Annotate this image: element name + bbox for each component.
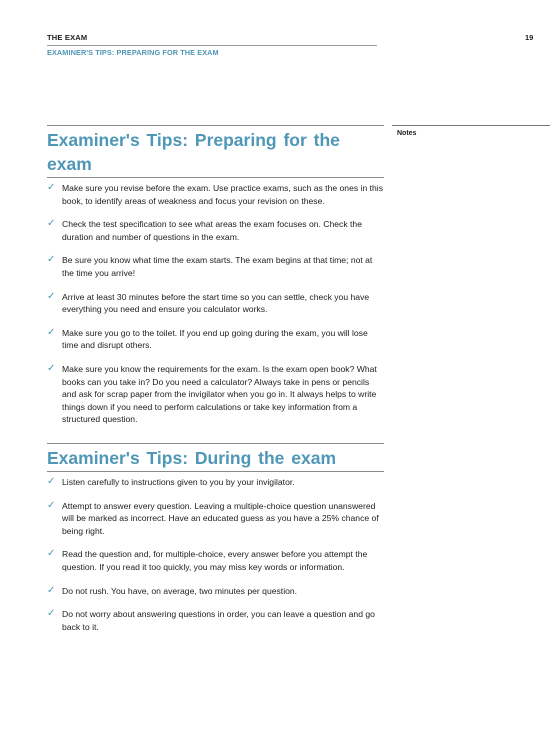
list-item — [47, 548, 384, 573]
tips-list — [47, 182, 384, 426]
tip-text: Listen carefully to instructions given to you by your invigilator. — [62, 477, 295, 487]
section-rule-top — [47, 443, 384, 444]
check-icon: ✓ — [47, 326, 56, 338]
section-rule-bottom — [47, 177, 384, 178]
check-icon: ✓ — [47, 182, 56, 193]
check-icon: ✓ — [47, 548, 56, 560]
list-item — [47, 476, 384, 489]
section-title: Examiner's Tips: Preparing for the exam — [47, 130, 340, 174]
list-item — [47, 291, 384, 316]
tip-text: Do not rush. You have, on average, two minutes per question. — [62, 585, 298, 596]
check-icon: ✓ — [47, 254, 56, 266]
running-subtitle: EXAMINER'S TIPS: PREPARING FOR THE EXAM — [47, 48, 219, 57]
list-item — [47, 608, 384, 633]
check-icon: ✓ — [47, 290, 56, 302]
tip-text: Make sure you go to the toilet. If you end up going during the exam, you will lose time and disrupt others. — [62, 327, 368, 351]
check-icon: ✓ — [47, 584, 56, 596]
list-item — [47, 363, 384, 426]
list-item — [47, 327, 384, 352]
list-item — [47, 500, 384, 538]
header-divider — [47, 45, 377, 46]
section-during — [47, 443, 384, 633]
tip-text: Make sure you revise before the exam. Use practice exams, such as the ones in this book, to identify areas of weakness and focus your revision on these. — [62, 183, 383, 206]
tip-text: Arrive at least 30 minutes before the start time so you can settle, check you have everything you need and ensure you calculator works. — [62, 291, 370, 315]
check-icon: ✓ — [47, 362, 56, 374]
running-header — [47, 33, 377, 57]
list-item — [47, 182, 384, 207]
check-icon: ✓ — [47, 499, 56, 511]
tips-list — [47, 476, 384, 633]
list-item — [47, 585, 384, 598]
tip-text: Read the question and, for multiple-choice, every answer before you attempt the question. If you read it too quickly, you may miss key words or information. — [62, 549, 368, 572]
section-title: Examiner's Tips: During the exam — [47, 448, 337, 468]
check-icon: ✓ — [47, 218, 56, 230]
list-item — [47, 218, 384, 243]
check-icon: ✓ — [47, 476, 56, 487]
page-number: 19 — [525, 33, 534, 42]
running-title: THE EXAM — [47, 33, 88, 42]
notes-divider — [392, 125, 550, 126]
tip-text: Attempt to answer every question. Leaving a multiple-choice question unanswered will be marked as incorrect. Have an educated guess as you have a 25% chance of being right. — [62, 500, 379, 536]
tip-text: Be sure you know what time the exam starts. The exam begins at that time; not at the time you arrive! — [62, 255, 373, 278]
tip-text: Make sure you know the requirements for the exam. Is the exam open book? What books can you take in? Do you need a calculator? Always take in pens or pencils and ask for scrap paper from the invigilator when you go in. It always helps to write things down if you need to perform calculations or take key information from a structured question. — [62, 363, 377, 425]
tip-text: Do not worry about answering questions in order, you can leave a question and go back to it. — [62, 609, 375, 632]
list-item — [47, 254, 384, 279]
section-rule-bottom — [47, 471, 384, 472]
notes-label: Notes — [397, 130, 417, 137]
check-icon: ✓ — [47, 608, 56, 620]
section-rule-top — [47, 125, 384, 126]
section-preparing — [47, 125, 384, 426]
tip-text: Check the test specification to see what areas the exam focuses on. Check the duration and number of questions in the exam. — [62, 219, 362, 242]
